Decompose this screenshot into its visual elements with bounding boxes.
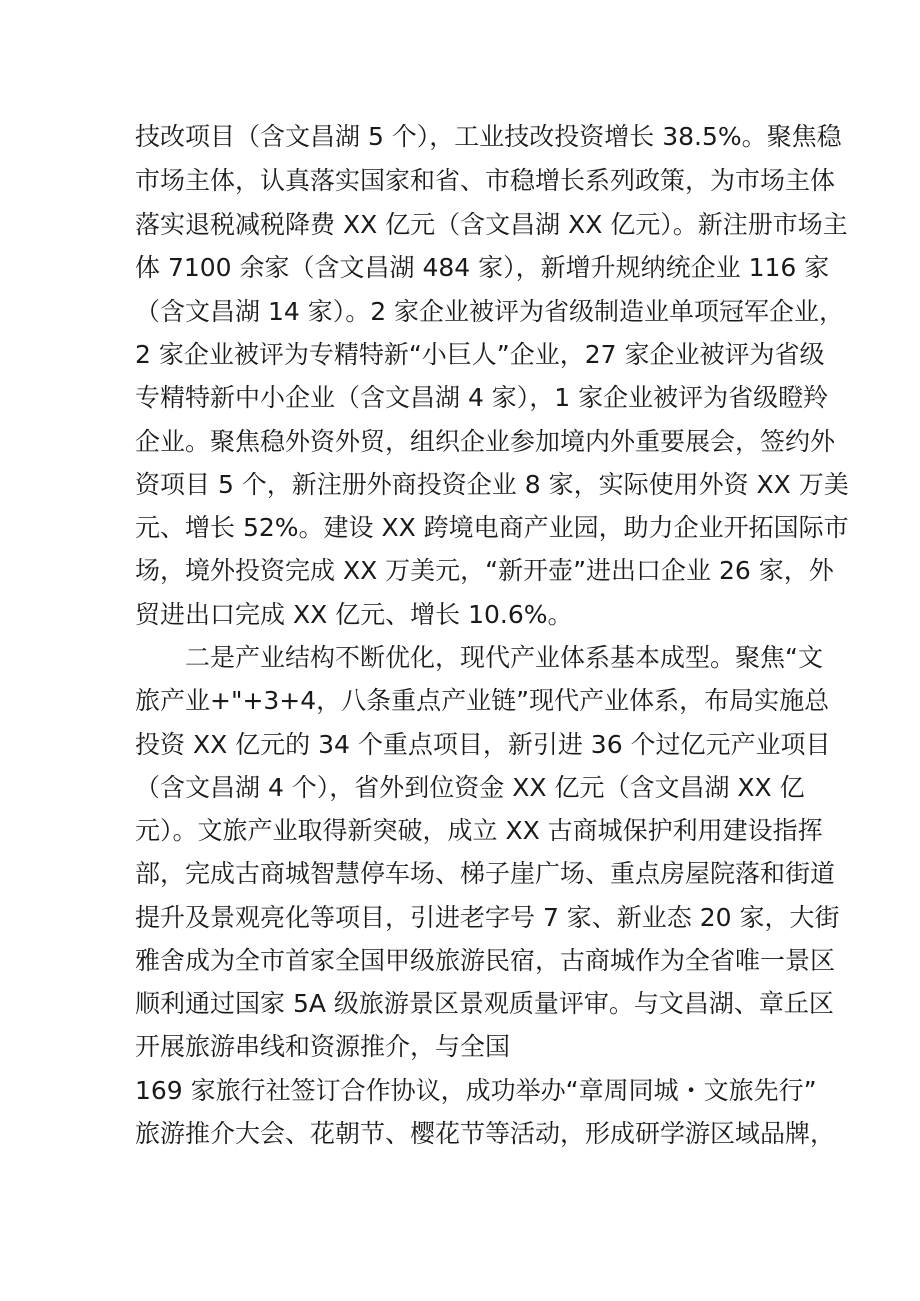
text-line: 贸进出口完成 XX 亿元、增长 10.6%。 — [135, 600, 573, 629]
text-line: 市场主体，认真落实国家和省、市稳增长系列政策，为市场主体 — [135, 166, 836, 195]
text-line: 2 家企业被评为专精特新“小巨人”企业，27 家企业被评为省级 — [135, 340, 825, 369]
text-line: （含文昌湖 14 家）。2 家企业被评为省级制造业单项冠军企业， — [135, 297, 845, 326]
text-line: 体 7100 余家（含文昌湖 484 家），新增升规纳统企业 116 家 — [135, 253, 830, 282]
text-line: 企业。聚焦稳外资外贸，组织企业参加境内外重要展会，签约外 — [135, 427, 836, 456]
text-line: 专精特新中小企业（含文昌湖 4 家），1 家企业被评为省级瞪羚 — [135, 383, 829, 412]
text-line: 技改项目（含文昌湖 5 个），工业技改投资增长 38.5%。聚焦稳 — [135, 122, 842, 151]
text-line: 旅产业+"+3+4，八条重点产业链”现代产业体系，布局实施总 — [135, 686, 830, 715]
text-line: 169 家旅行社签订合作协议，成功举办“章周同城・文旅先行” — [135, 1076, 817, 1105]
text-line: 部，完成古商城智慧停车场、梯子崖广场、重点房屋院落和街道 — [135, 859, 836, 888]
text-line: 提升及景观亮化等项目，引进老字号 7 家、新业态 20 家，大街 — [135, 903, 840, 932]
text-line: 元）。文旅产业取得新突破，成立 XX 古商城保护利用建设指挥 — [135, 816, 823, 845]
text-line: 场，境外投资完成 XX 万美元，“新开壶”进出口企业 26 家，外 — [135, 556, 834, 585]
text-line: 雅舍成为全市首家全国甲级旅游民宿，古商城作为全省唯一景区 — [135, 946, 836, 975]
paragraph-first-line: 二是产业结构不断优化，现代产业体系基本成型。聚焦“文 — [185, 643, 823, 672]
text-line: 旅游推介大会、花朝节、樱花节等活动，形成研学游区域品牌， — [135, 1119, 836, 1148]
text-line: （含文昌湖 4 个），省外到位资金 XX 亿元（含文昌湖 XX 亿 — [135, 773, 805, 802]
text-line: 开展旅游串线和资源推介，与全国 — [135, 1032, 511, 1061]
text-line: 资项目 5 个，新注册外商投资企业 8 家，实际使用外资 XX 万美 — [135, 470, 849, 499]
text-line: 投资 XX 亿元的 34 个重点项目，新引进 36 个过亿元产业项目 — [135, 730, 831, 759]
text-line: 元、增长 52%。建设 XX 跨境电商产业园，助力企业开拓国际市 — [135, 513, 849, 542]
text-line: 顺利通过国家 5A 级旅游景区景观质量评审。与文昌湖、章丘区 — [135, 989, 834, 1018]
text-line: 落实退税减税降费 XX 亿元（含文昌湖 XX 亿元）。新注册市场主 — [135, 210, 848, 239]
